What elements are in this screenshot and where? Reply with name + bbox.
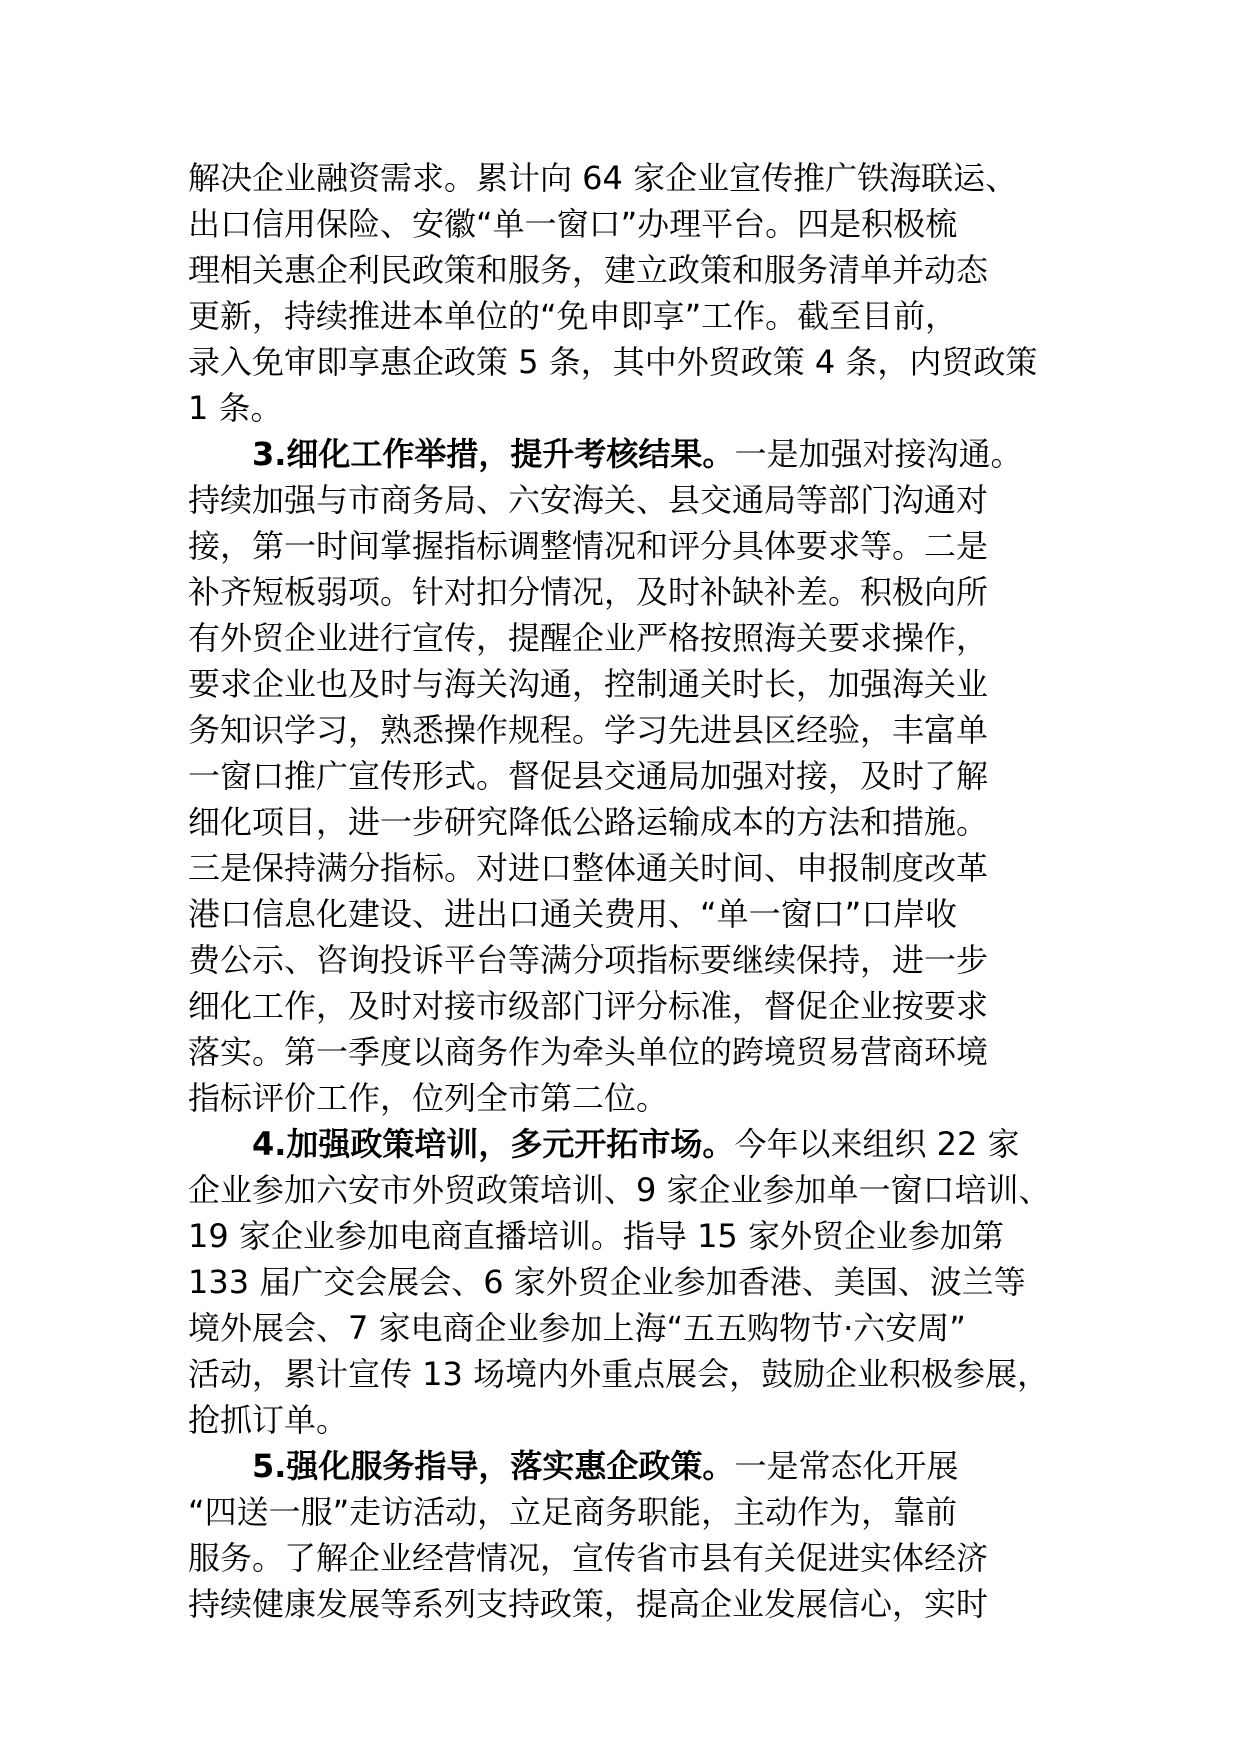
- text-line: 落实。第一季度以商务作为牵头单位的跨境贸易营商环境: [188, 1033, 989, 1071]
- text-line: 要求企业也及时与海关沟通，控制通关时长，加强海关业: [188, 665, 989, 703]
- paragraph-heading: 4.加强政策培训，多元开拓市场。: [252, 1125, 735, 1163]
- paragraph-3: [188, 431, 1088, 1121]
- text-line: 费公示、咨询投诉平台等满分项指标要继续保持，进一步: [188, 941, 989, 979]
- text-line: 补齐短板弱项。针对扣分情况，及时补缺补差。积极向所: [188, 573, 989, 611]
- paragraph-2-continuation: [188, 155, 1088, 431]
- paragraph-first-line: [188, 1443, 1088, 1489]
- text-line: 持续加强与市商务局、六安海关、县交通局等部门沟通对: [188, 481, 989, 519]
- text-line: 三是保持满分指标。对进口整体通关时间、申报制度改革: [188, 849, 989, 887]
- text-line: 一窗口推广宣传形式。督促县交通局加强对接，及时了解: [188, 757, 989, 795]
- paragraph-text: 一是加强对接沟通。: [734, 435, 1023, 473]
- paragraph-first-line: [188, 431, 1088, 477]
- text-line: 1 条。: [188, 389, 283, 427]
- paragraph-5: [188, 1443, 1088, 1627]
- document-body: [188, 155, 1088, 1627]
- text-line: 务知识学习，熟悉操作规程。学习先进县区经验，丰富单: [188, 711, 989, 749]
- text-line: 持续健康发展等系列支持政策，提高企业发展信心，实时: [188, 1585, 989, 1623]
- text-line: 有外贸企业进行宣传，提醒企业严格按照海关要求操作，: [188, 619, 989, 657]
- text-line: 133 届广交会展会、6 家外贸企业参加香港、美国、波兰等: [188, 1263, 1026, 1301]
- text-line: 接，第一时间掌握指标调整情况和评分具体要求等。二是: [188, 527, 989, 565]
- text-line: 细化项目，进一步研究降低公路运输成本的方法和措施。: [188, 803, 989, 841]
- text-line: 解决企业融资需求。累计向 64 家企业宣传推广铁海联运、: [188, 159, 1018, 197]
- text-line: 理相关惠企利民政策和服务，建立政策和服务清单并动态: [188, 251, 989, 289]
- text-line: 细化工作，及时对接市级部门评分标准，督促企业按要求: [188, 987, 989, 1025]
- text-line: 更新，持续推进本单位的“免申即享”工作。截至目前，: [188, 297, 958, 335]
- text-line: 指标评价工作，位列全市第二位。: [188, 1079, 669, 1117]
- paragraph-4: [188, 1121, 1088, 1443]
- paragraph-text: 今年以来组织 22 家: [734, 1125, 1020, 1163]
- text-line: 19 家企业参加电商直播培训。指导 15 家外贸企业参加第: [188, 1217, 1004, 1255]
- text-line: “四送一服”走访活动，立足商务职能，主动作为，靠前: [188, 1493, 958, 1531]
- paragraph-first-line: [188, 1121, 1088, 1167]
- text-line: 境外展会、7 家电商企业参加上海“五五购物节·六安周”: [188, 1309, 966, 1347]
- text-line: 服务。了解企业经营情况，宣传省市县有关促进实体经济: [188, 1539, 989, 1577]
- text-line: 抢抓订单。: [188, 1401, 349, 1439]
- paragraph-text: 一是常态化开展: [734, 1447, 959, 1485]
- text-line: 企业参加六安市外贸政策培训、9 家企业参加单一窗口培训、: [188, 1171, 1051, 1209]
- paragraph-heading: 3.细化工作举措，提升考核结果。: [252, 435, 735, 473]
- text-line: 活动，累计宣传 13 场境内外重点展会，鼓励企业积极参展，: [188, 1355, 1050, 1393]
- text-line: 录入免审即享惠企政策 5 条，其中外贸政策 4 条，内贸政策: [188, 343, 1038, 381]
- text-line: 港口信息化建设、进出口通关费用、“单一窗口”口岸收: [188, 895, 958, 933]
- paragraph-heading: 5.强化服务指导，落实惠企政策。: [252, 1447, 735, 1485]
- text-line: 出口信用保险、安徽“单一窗口”办理平台。四是积极梳: [188, 205, 958, 243]
